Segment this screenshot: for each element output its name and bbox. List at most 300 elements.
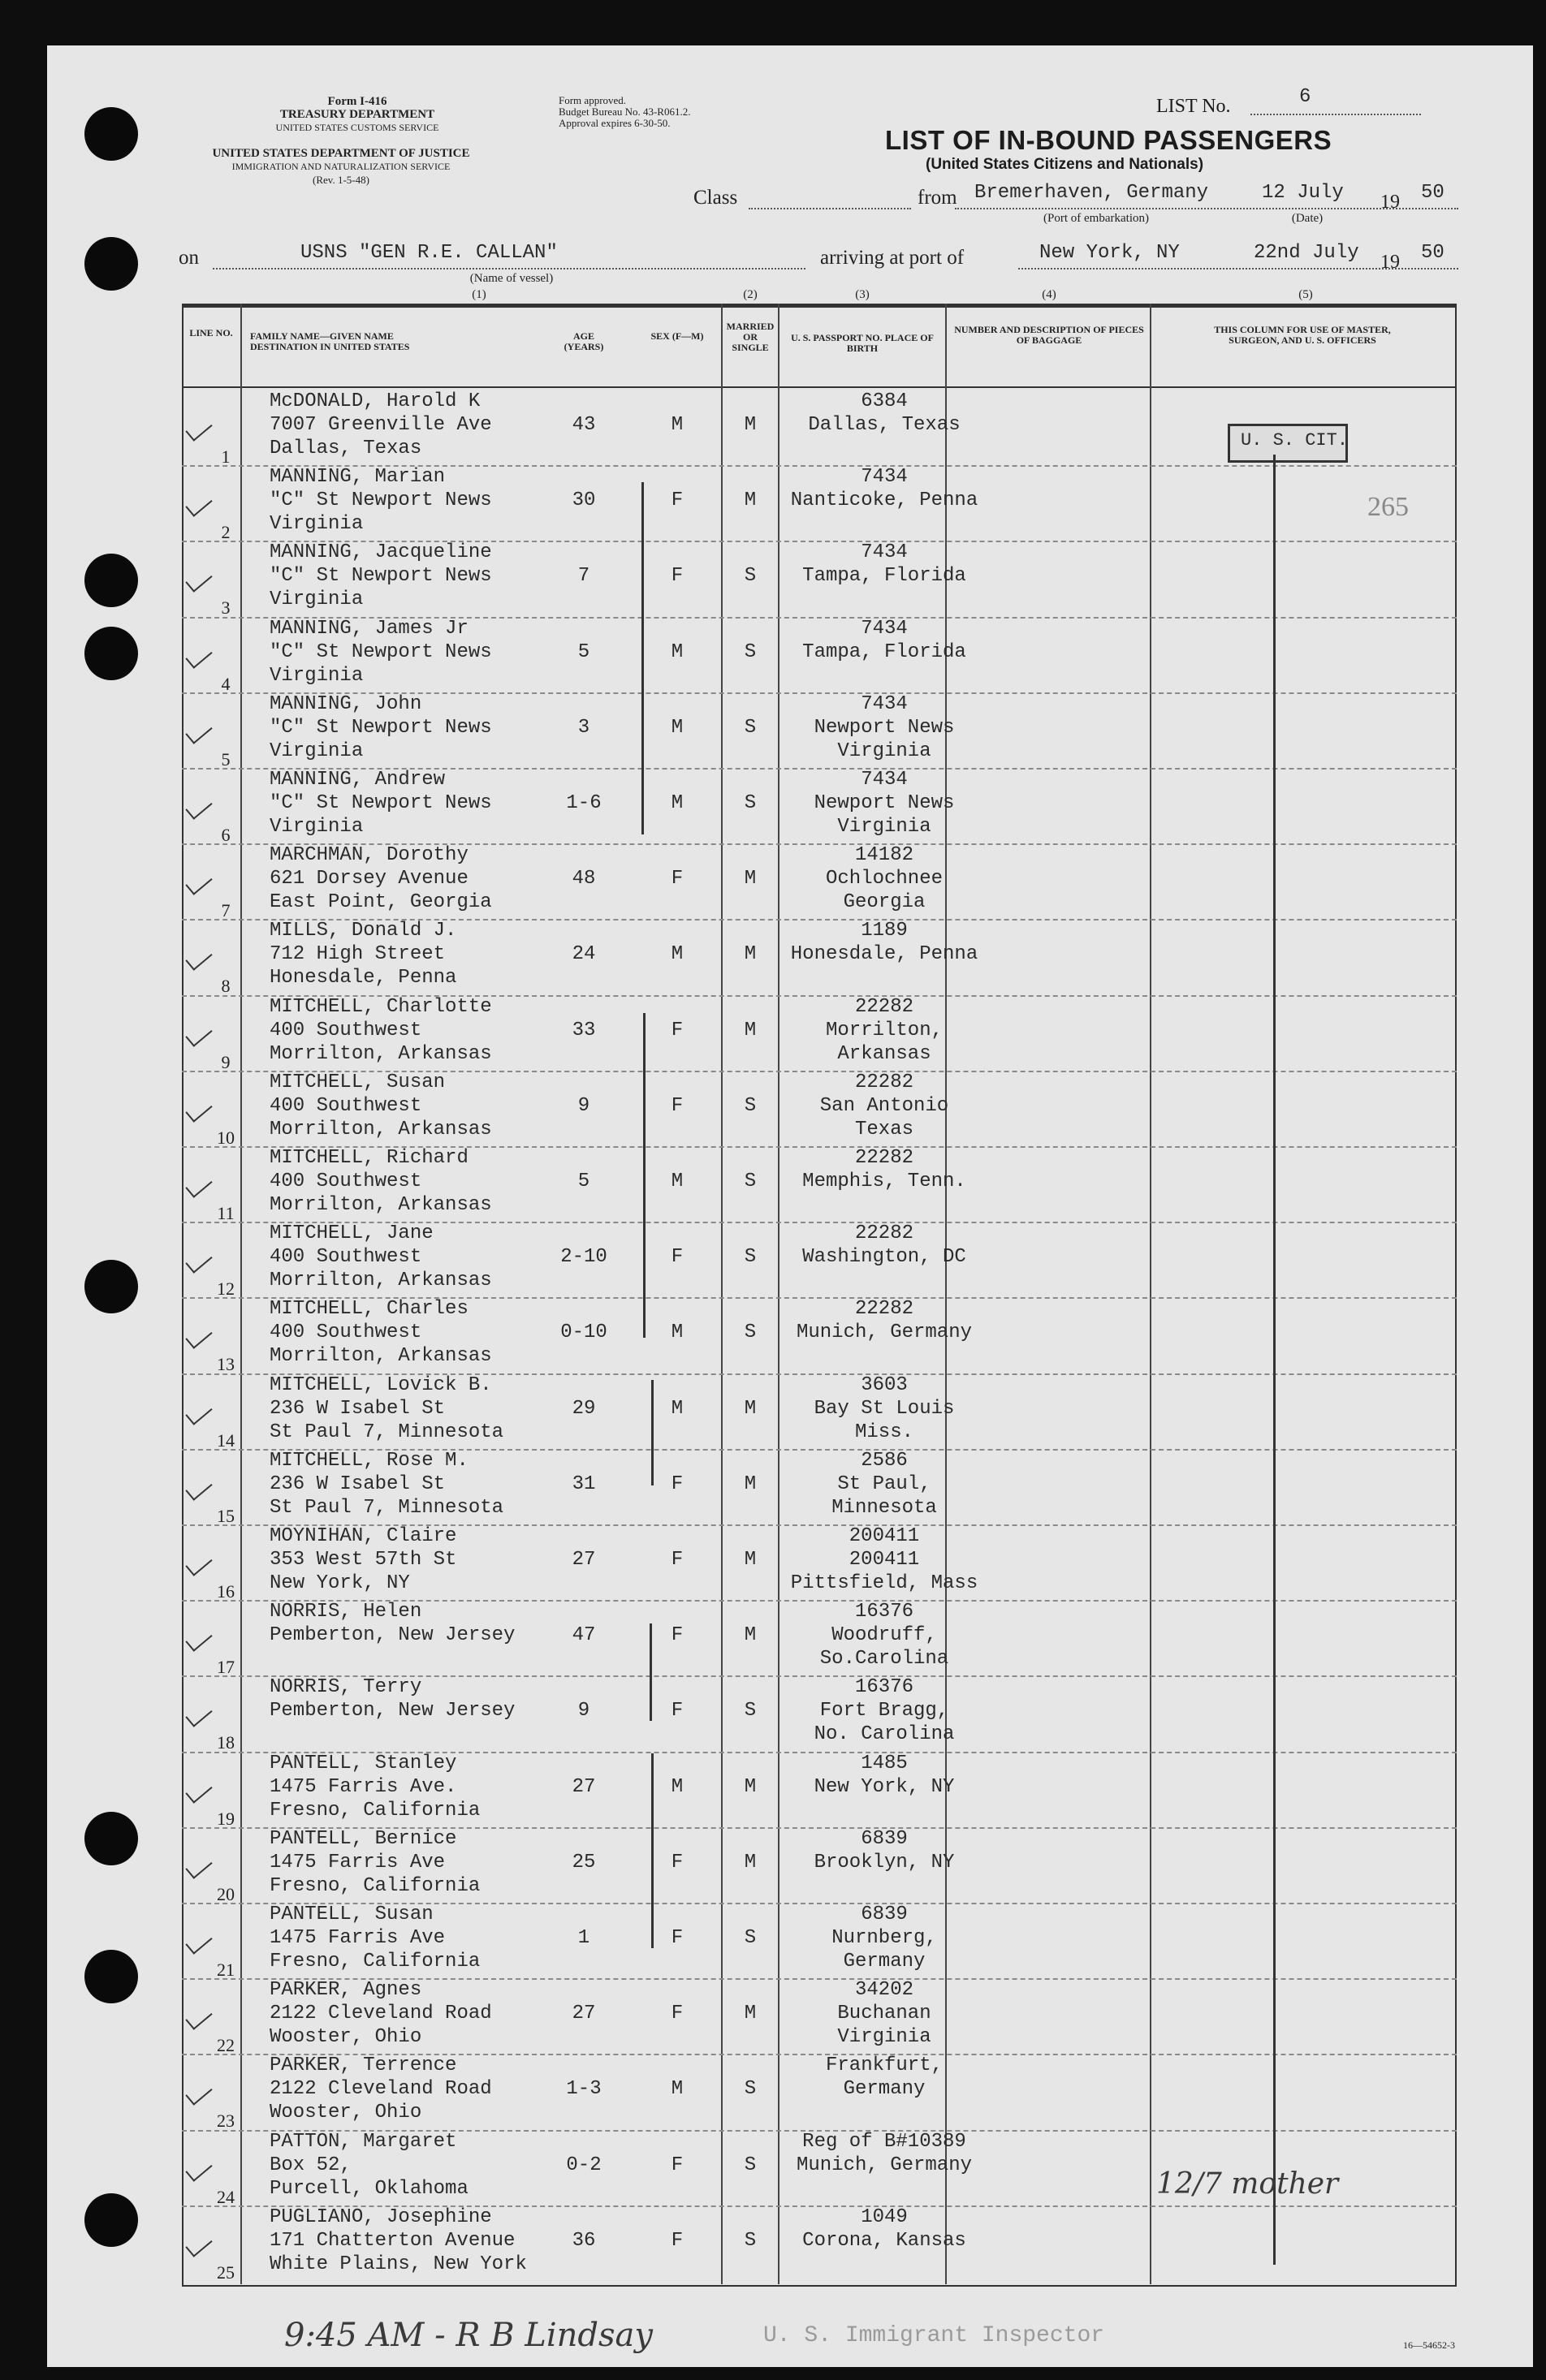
passenger-sex: F xyxy=(671,1927,684,1949)
arriving-label: arriving at port of xyxy=(820,247,965,269)
birth-place-2: Pittsfield, Mass xyxy=(790,1572,978,1594)
col-num-3: (3) xyxy=(855,288,870,301)
passenger-city: Virginia xyxy=(270,513,364,536)
passenger-sex: F xyxy=(671,1700,684,1722)
header-line-no: LINE NO. xyxy=(189,327,233,338)
table-row xyxy=(182,843,1457,919)
passenger-marital: S xyxy=(744,1094,757,1117)
birth-place: Washington, DC xyxy=(802,1246,966,1269)
line-number: 4 xyxy=(221,673,231,694)
passenger-name-dest xyxy=(270,2205,527,2276)
table-row xyxy=(182,1297,1457,1373)
binder-hole xyxy=(84,107,138,161)
table-row xyxy=(182,2205,1457,2281)
passenger-passport xyxy=(783,1524,986,1595)
passenger-name-dest xyxy=(270,919,456,990)
passenger-passport xyxy=(783,465,986,512)
passport-number: 6839 xyxy=(861,1827,908,1850)
passenger-sex: M xyxy=(671,640,684,663)
passenger-address: 400 Southwest xyxy=(270,1171,422,1192)
birth-place: Corona, Kansas xyxy=(802,2229,966,2252)
passenger-age: 0-10 xyxy=(560,1322,607,1344)
passenger-name: NORRIS, Helen xyxy=(270,1601,422,1623)
passenger-name-dest xyxy=(270,465,492,536)
passenger-name: PANTELL, Stanley xyxy=(270,1752,457,1774)
passenger-address: "C" St Newport News xyxy=(270,489,492,512)
line-number: 13 xyxy=(217,1354,235,1375)
passenger-name-dest xyxy=(270,1373,503,1444)
passenger-sex: F xyxy=(671,1851,684,1873)
passenger-city: Morrilton, Arkansas xyxy=(270,1042,492,1065)
table-row xyxy=(182,919,1457,997)
passenger-name-dest xyxy=(270,1449,503,1520)
line-number: 9 xyxy=(221,1051,231,1072)
birth-place: Fort Bragg, xyxy=(819,1700,949,1722)
passenger-name: MILLS, Donald J. xyxy=(270,920,457,942)
passenger-name: PUGLIANO, Josephine xyxy=(270,2205,492,2228)
binder-hole xyxy=(84,627,138,680)
birth-place: Munich, Germany xyxy=(796,1322,973,1344)
passenger-marital: S xyxy=(744,792,757,814)
header-baggage: NUMBER AND DESCRIPTION OF PIECES OF BAGGAGE xyxy=(954,324,1144,346)
from-port: Bremerhaven, Germany xyxy=(974,182,1209,204)
passenger-passport xyxy=(783,1297,986,1344)
passenger-marital: S xyxy=(744,640,757,663)
passport-number: 22282 xyxy=(854,1298,913,1321)
passport-number: 2586 xyxy=(861,1449,908,1472)
line-number: 6 xyxy=(221,825,231,845)
from-year-prefix: 19 xyxy=(1380,192,1400,213)
binder-hole xyxy=(84,1812,138,1865)
passenger-marital: S xyxy=(744,2154,757,2176)
passenger-address: "C" St Newport News xyxy=(270,792,492,814)
birth-place: Brooklyn, NY xyxy=(814,1851,955,1873)
passenger-age: 36 xyxy=(572,2229,596,2252)
birth-place: Memphis, Tenn. xyxy=(802,1171,966,1192)
passenger-address: "C" St Newport News xyxy=(270,640,492,663)
passenger-name: MITCHELL, Charles xyxy=(270,1298,469,1321)
col-num-4: (4) xyxy=(1042,288,1056,301)
birth-place: Nanticoke, Penna xyxy=(790,489,978,512)
passenger-name-dest xyxy=(270,1675,515,1722)
col-num-1: (1) xyxy=(472,288,486,301)
passenger-passport xyxy=(783,1675,986,1746)
passenger-name-dest xyxy=(270,617,492,688)
table-row xyxy=(182,1449,1457,1524)
passenger-passport xyxy=(783,1827,986,1874)
passenger-age: 9 xyxy=(577,1094,590,1117)
passenger-city: Morrilton, Arkansas xyxy=(270,1194,492,1216)
stamp-number: 265 xyxy=(1367,492,1409,522)
birth-place: Buchanan xyxy=(837,2003,931,2025)
family-bracket xyxy=(650,1623,652,1721)
passenger-name: MARCHMAN, Dorothy xyxy=(270,844,469,867)
passenger-sex: F xyxy=(671,1246,684,1269)
birth-place-2: Germany xyxy=(843,1951,926,1973)
passenger-name: MITCHELL, Susan xyxy=(270,1071,446,1093)
passenger-marital: M xyxy=(744,1624,757,1647)
table-row xyxy=(182,541,1457,619)
passenger-name: McDONALD, Harold K xyxy=(270,390,481,412)
passenger-marital: M xyxy=(744,1472,757,1495)
passenger-address: 400 Southwest xyxy=(270,1322,422,1344)
line-number: 18 xyxy=(217,1732,235,1753)
passenger-name: MITCHELL, Richard xyxy=(270,1147,469,1169)
passport-number: 6384 xyxy=(861,390,908,412)
binder-hole xyxy=(84,554,138,607)
passenger-city: Wooster, Ohio xyxy=(270,2102,422,2124)
inspector-label: U. S. Immigrant Inspector xyxy=(763,2323,1105,2348)
passenger-name: MANNING, James Jr xyxy=(270,617,469,640)
line-number: 24 xyxy=(217,2186,235,2207)
passenger-address: 400 Southwest xyxy=(270,1246,422,1269)
birth-place: Honesdale, Penna xyxy=(790,943,978,966)
passport-number: 7434 xyxy=(861,617,908,640)
justice-label: UNITED STATES DEPARTMENT OF JUSTICE xyxy=(212,147,470,160)
family-bracket xyxy=(643,1013,646,1338)
page-subtitle: (United States Citizens and Nationals) xyxy=(926,156,1204,173)
passenger-passport xyxy=(783,1373,986,1444)
birth-place: St Paul, Minnesota xyxy=(831,1472,937,1519)
birth-place-2: Virginia xyxy=(837,816,931,838)
passenger-passport xyxy=(783,1752,986,1799)
passenger-name: MITCHELL, Rose M. xyxy=(270,1449,469,1472)
passenger-sex: M xyxy=(671,1322,684,1344)
passenger-address: Pemberton, New Jersey xyxy=(270,1700,516,1722)
family-bracket xyxy=(641,482,644,834)
budget-label: Budget Bureau No. 43-R061.2. xyxy=(559,106,691,118)
vessel-caption: (Name of vessel) xyxy=(469,272,554,285)
passenger-name: PARKER, Terrence xyxy=(270,2054,457,2077)
passenger-name-dest xyxy=(270,1222,492,1292)
passenger-passport xyxy=(783,692,986,763)
arrival-port: New York, NY xyxy=(1039,242,1180,264)
passenger-sex: M xyxy=(671,1397,684,1420)
passenger-name-dest xyxy=(270,1524,456,1595)
class-label: Class xyxy=(693,187,738,209)
treasury-label: TREASURY DEPARTMENT xyxy=(279,108,435,121)
table-row xyxy=(182,1524,1457,1600)
passenger-age: 31 xyxy=(572,1472,596,1495)
passenger-passport xyxy=(783,843,986,914)
birth-place: Munich, Germany xyxy=(796,2154,973,2176)
from-year: 50 xyxy=(1421,182,1445,204)
expires-label: Approval expires 6-30-50. xyxy=(559,117,671,129)
passenger-age: 30 xyxy=(572,489,596,512)
col-num-5: (5) xyxy=(1298,288,1313,301)
passenger-passport xyxy=(783,541,986,588)
passenger-address: 7007 Greenville Ave xyxy=(270,414,492,436)
passenger-address: 353 West 57th St xyxy=(270,1549,457,1571)
table-row xyxy=(182,1903,1457,1978)
passenger-address: 236 W Isabel St xyxy=(270,1397,446,1420)
col-num-2: (2) xyxy=(743,288,758,301)
table-row xyxy=(182,1146,1457,1222)
passenger-passport xyxy=(783,1071,986,1141)
passenger-sex: F xyxy=(671,2003,684,2025)
header-passport: U. S. PASSPORT NO. PLACE OF BIRTH xyxy=(791,332,934,354)
passenger-age: 27 xyxy=(572,1775,596,1798)
passenger-address: "C" St Newport News xyxy=(270,565,492,588)
list-number: 6 xyxy=(1299,86,1311,108)
ins-label: IMMIGRATION AND NATURALIZATION SERVICE xyxy=(231,161,451,172)
passenger-name-dest xyxy=(270,541,492,611)
table-row xyxy=(182,1675,1457,1751)
print-code: 16—54652-3 xyxy=(1403,2339,1455,2351)
passenger-city: Morrilton, Arkansas xyxy=(270,1270,492,1292)
customs-label: UNITED STATES CUSTOMS SERVICE xyxy=(275,122,439,133)
passenger-marital: S xyxy=(744,1246,757,1269)
passenger-sex: M xyxy=(671,716,684,739)
passenger-age: 25 xyxy=(572,1851,596,1873)
passenger-age: 0-2 xyxy=(566,2154,602,2176)
passport-number: 1049 xyxy=(861,2205,908,2228)
passenger-age: 1 xyxy=(577,1927,590,1949)
passenger-age: 33 xyxy=(572,1019,596,1041)
birth-place: Newport News xyxy=(814,792,955,814)
birth-place: 200411 xyxy=(849,1549,920,1571)
table-row xyxy=(182,617,1457,692)
passenger-name-dest xyxy=(270,1600,515,1647)
table-row xyxy=(182,1827,1457,1903)
form-number: Form I-416 xyxy=(327,95,387,108)
passenger-passport xyxy=(783,2054,986,2101)
passenger-table xyxy=(182,304,1457,2284)
passenger-marital: S xyxy=(744,1927,757,1949)
vessel-name: USNS "GEN R.E. CALLAN" xyxy=(300,242,558,264)
passport-number: 1189 xyxy=(861,920,908,942)
line-number: 5 xyxy=(221,748,231,770)
passport-number: 22282 xyxy=(854,1222,913,1245)
passenger-address: 236 W Isabel St xyxy=(270,1472,446,1495)
passport-number: 6839 xyxy=(861,1904,908,1925)
header-age: AGE (YEARS) xyxy=(564,330,604,352)
line-number: 2 xyxy=(221,522,231,543)
passenger-age: 47 xyxy=(572,1624,596,1647)
passenger-city: St Paul 7, Minnesota xyxy=(270,1496,504,1519)
birth-place: Dallas, Texas xyxy=(808,414,961,436)
passenger-passport xyxy=(783,1600,986,1671)
passenger-name: MANNING, Andrew xyxy=(270,769,446,791)
passenger-sex: M xyxy=(671,414,684,436)
port-embark-caption: (Port of embarkation) xyxy=(1043,212,1149,225)
passenger-age: 29 xyxy=(572,1397,596,1420)
passenger-passport xyxy=(783,1449,986,1520)
passenger-address: 1475 Farris Ave xyxy=(270,1927,446,1949)
passenger-marital: S xyxy=(744,1700,757,1722)
passenger-name: NORRIS, Terry xyxy=(270,1676,422,1699)
table-row xyxy=(182,768,1457,843)
passport-number: 7434 xyxy=(861,541,908,564)
birth-place: Bay St Louis xyxy=(814,1397,955,1420)
from-label: from xyxy=(918,187,957,209)
passenger-name-dest xyxy=(270,1978,492,2049)
passport-number: 16376 xyxy=(854,1676,913,1699)
line-number: 20 xyxy=(217,1883,235,1904)
passport-number: 7434 xyxy=(861,769,908,791)
passenger-name: MANNING, Jacqueline xyxy=(270,541,492,564)
passenger-city: Dallas, Texas xyxy=(270,438,422,459)
line-number: 17 xyxy=(217,1657,235,1678)
master-column-line xyxy=(1273,455,1276,2265)
passenger-address: 1475 Farris Ave. xyxy=(270,1775,457,1798)
passenger-passport xyxy=(783,995,986,1066)
header-master: THIS COLUMN FOR USE OF MASTER, SURGEON, AND U. S. OFFICERS xyxy=(1214,324,1391,346)
passport-number: 16376 xyxy=(854,1601,913,1623)
passenger-marital: M xyxy=(744,1397,757,1420)
footer-signature: 9:45 AM - R B Lindsay xyxy=(284,2317,653,2354)
passenger-passport xyxy=(783,1222,986,1269)
table-row xyxy=(182,1222,1457,1300)
passenger-age: 2-10 xyxy=(560,1246,607,1269)
line-number: 19 xyxy=(217,1808,235,1829)
passenger-age: 9 xyxy=(577,1700,590,1722)
passenger-marital: S xyxy=(744,1171,757,1192)
line-number: 12 xyxy=(217,1278,235,1300)
passenger-marital: M xyxy=(744,1019,757,1041)
passenger-city: Honesdale, Penna xyxy=(270,967,457,990)
passenger-name: PARKER, Agnes xyxy=(270,1979,422,2002)
passenger-sex: F xyxy=(671,1624,684,1647)
passenger-name: PANTELL, Susan xyxy=(270,1904,434,1925)
passenger-marital: S xyxy=(744,716,757,739)
birth-place-2: Virginia xyxy=(837,2026,931,2049)
list-number-label: LIST No. xyxy=(1156,96,1231,117)
passenger-passport xyxy=(783,390,986,437)
birth-place: Woodruff, So.Carolina xyxy=(819,1624,949,1671)
passenger-sex: F xyxy=(671,2154,684,2176)
birth-place: Tampa, Florida xyxy=(802,640,966,663)
passenger-address: Pemberton, New Jersey xyxy=(270,1624,516,1647)
table-row xyxy=(182,465,1457,541)
line-number: 21 xyxy=(217,1960,235,1980)
passenger-name-dest xyxy=(270,2130,469,2201)
passenger-address: 400 Southwest xyxy=(270,1094,422,1117)
passenger-marital: M xyxy=(744,1549,757,1571)
passenger-city: White Plains, New York xyxy=(270,2253,527,2275)
passport-number: 22282 xyxy=(854,1071,913,1093)
table-row xyxy=(182,1373,1457,1449)
line-number: 15 xyxy=(217,1505,235,1526)
passenger-name-dest xyxy=(270,2054,492,2124)
line-number: 11 xyxy=(217,1203,235,1223)
table-row xyxy=(182,2054,1457,2132)
passenger-marital: S xyxy=(744,565,757,588)
binder-hole xyxy=(84,1950,138,2003)
passenger-name-dest xyxy=(270,995,492,1066)
line-number: 3 xyxy=(221,597,231,619)
arrival-year-prefix: 19 xyxy=(1380,252,1400,273)
passenger-name-dest xyxy=(270,1903,480,1973)
passenger-city: Purcell, Oklahoma xyxy=(270,2177,469,2200)
passenger-city: St Paul 7, Minnesota xyxy=(270,1421,504,1443)
line-number: 7 xyxy=(221,900,231,921)
binder-hole xyxy=(84,2193,138,2247)
passenger-age: 1-6 xyxy=(566,792,602,814)
passenger-sex: F xyxy=(671,868,684,890)
passport-number: Reg of B#10389 xyxy=(802,2130,966,2153)
passenger-city: Fresno, California xyxy=(270,1874,481,1897)
passenger-name: MITCHELL, Jane xyxy=(270,1222,434,1245)
passenger-name-dest xyxy=(270,1297,492,1368)
passenger-name-dest xyxy=(270,1827,480,1898)
passenger-city: New York, NY xyxy=(270,1572,410,1594)
passenger-sex: M xyxy=(671,1775,684,1798)
passenger-age: 5 xyxy=(577,1171,590,1192)
passport-number: 7434 xyxy=(861,692,908,715)
passenger-marital: M xyxy=(744,2003,757,2025)
passenger-city: Morrilton, Arkansas xyxy=(270,1118,492,1140)
passenger-sex: M xyxy=(671,943,684,966)
passenger-address: Box 52, xyxy=(270,2154,352,2176)
passenger-passport xyxy=(783,2130,986,2177)
line-number: 1 xyxy=(221,446,231,467)
passenger-sex: F xyxy=(671,1094,684,1117)
passenger-marital: S xyxy=(744,2078,757,2101)
passenger-sex: F xyxy=(671,1472,684,1495)
passenger-name-dest xyxy=(270,1146,492,1217)
binder-hole xyxy=(84,1260,138,1313)
passenger-sex: F xyxy=(671,1019,684,1041)
birth-place: Morrilton, Arkansas xyxy=(825,1019,944,1065)
table-row xyxy=(182,1600,1457,1678)
passenger-address: 2122 Cleveland Road xyxy=(270,2003,492,2025)
passport-number: 22282 xyxy=(854,995,913,1018)
passenger-passport xyxy=(783,919,986,966)
passenger-age: 1-3 xyxy=(566,2078,602,2101)
table-row xyxy=(182,1752,1457,1827)
birth-place: Nurnberg, xyxy=(831,1927,937,1949)
passport-number: 14182 xyxy=(854,844,913,867)
line-number: 25 xyxy=(217,2261,235,2283)
passenger-name-dest xyxy=(270,843,492,914)
passenger-address: 171 Chatterton Avenue xyxy=(270,2229,516,2252)
handwritten-date: 12/7 mother xyxy=(1156,2167,1339,2201)
passenger-sex: F xyxy=(671,1549,684,1571)
approved-label: Form approved. xyxy=(559,94,627,106)
arrival-date: 22nd July xyxy=(1254,242,1359,264)
line-number: 16 xyxy=(217,1581,235,1602)
birth-place-2: Georgia xyxy=(843,891,926,914)
passenger-passport xyxy=(783,1978,986,2049)
passenger-name-dest xyxy=(270,390,492,460)
passenger-name: MITCHELL, Charlotte xyxy=(270,995,492,1018)
passenger-age: 27 xyxy=(572,1549,596,1571)
birth-place-2: Miss. xyxy=(854,1421,913,1443)
birth-place-2: No. Carolina xyxy=(814,1723,955,1746)
passenger-marital: S xyxy=(744,1322,757,1344)
from-date: 12 July xyxy=(1262,182,1344,204)
passenger-address: 2122 Cleveland Road xyxy=(270,2078,492,2101)
page-title: LIST OF IN-BOUND PASSENGERS xyxy=(885,125,1332,155)
passenger-age: 5 xyxy=(577,640,590,663)
passenger-passport xyxy=(783,1903,986,1973)
passenger-city: Virginia xyxy=(270,589,364,611)
passenger-sex: F xyxy=(671,489,684,512)
birth-place-2: Virginia xyxy=(837,739,931,762)
passport-number: 200411 xyxy=(849,1525,920,1547)
passenger-marital: M xyxy=(744,489,757,512)
family-bracket xyxy=(651,1753,654,1948)
passenger-name-dest xyxy=(270,692,492,763)
passenger-sex: M xyxy=(671,792,684,814)
passenger-age: 27 xyxy=(572,2003,596,2025)
passenger-name: MOYNIHAN, Claire xyxy=(270,1525,457,1547)
passenger-age: 24 xyxy=(572,943,596,966)
passenger-age: 3 xyxy=(577,716,590,739)
line-number: 22 xyxy=(217,2035,235,2056)
passenger-age: 48 xyxy=(572,868,596,890)
